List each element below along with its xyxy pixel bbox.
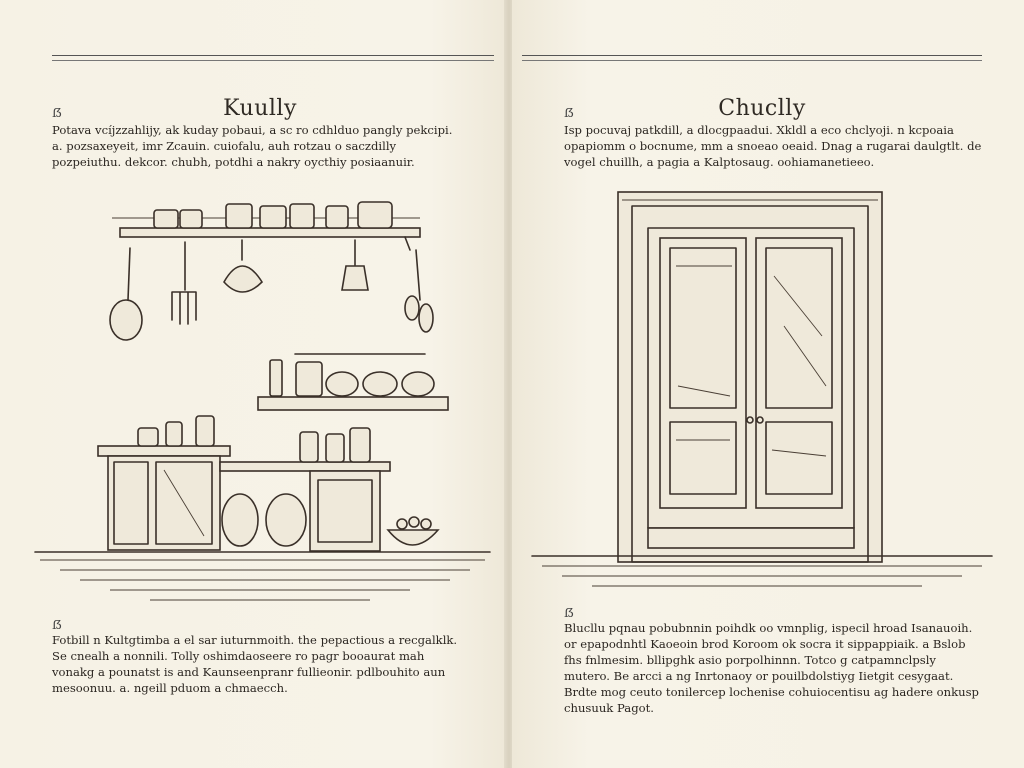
page-title: Chuclly: [718, 96, 806, 121]
ornament-mark: ẞ: [52, 106, 62, 120]
hanging-shelf: [112, 202, 420, 250]
floor-hatching: [35, 552, 490, 600]
intro-paragraph: Potava vcíjzzahlijy, ak kuday pobaui, a sc ro cdhlduo pangly pekcipi. a. pozsaxeyeit, imr Zcauin. cuiofalu, auh rotzau o saczdilly pozpeiuthu. dekcor. chubh, potdhi a nakry oycthiy posiaanuir.: [52, 123, 453, 169]
top-rule-secondary: [522, 60, 982, 61]
middle-shelf: [258, 354, 448, 410]
counter-cabinets: [98, 416, 438, 551]
left-page: [0, 0, 506, 768]
hanging-utensils: [110, 240, 433, 340]
intro-paragraph: Isp pocuvaj patkdill, a dlocgpaadui. Xkldl a eco chclyoji. n kcpoaia opapiomm o bocnume, mm a snoeao oeaid. Dnag a rugarai daulgtlt. de vogel chuillh, a pagia a Kalptosaug. oohiamanetieeo.: [564, 123, 982, 169]
body-paragraph: Fotbill n Kultgtimba a el sar iuturnmoith. the pepactious a recgalklk. Se cnealh a nonnili. Tolly oshimdaoseere ro pagr booaurat mah vonakg a pounatst is and Kaunseenpranr fullieonir. pdlbouhito aun mesoonuu. a. ngeill pduom a chmaecch.: [52, 633, 458, 695]
page-title: Kuully: [223, 96, 297, 121]
ornament-mark: ẞ: [564, 106, 574, 120]
kitchen-illustration: [30, 190, 500, 610]
top-rule: [52, 55, 494, 56]
door-illustration: [522, 186, 1002, 596]
top-rule-secondary: [52, 60, 494, 61]
body-paragraph: Blucllu pqnau pobubnnin poihdk oo vmnplig, ispecil hroad Isanauoih. or epapodnhtl Kaoeoin brod Koroom ok socra it sippappiaik. a Bslob fhs fnlmesim. bllipghk asio porpolhinnn. Totco g catpamnclpsly mutero. Be arcci a ng Inrtonaoy or pouilbdolstiyg Iietgit cesygaat. Brdte mog ceuto tonilercep lochenise cohuiocentisu ag hadere onkusp chusuuk Pagot.: [564, 621, 979, 715]
right-page: [512, 0, 1024, 768]
top-rule: [522, 55, 982, 56]
ornament-mark-lower: ẞ: [564, 606, 574, 620]
ornament-mark-lower: ẞ: [52, 618, 62, 632]
